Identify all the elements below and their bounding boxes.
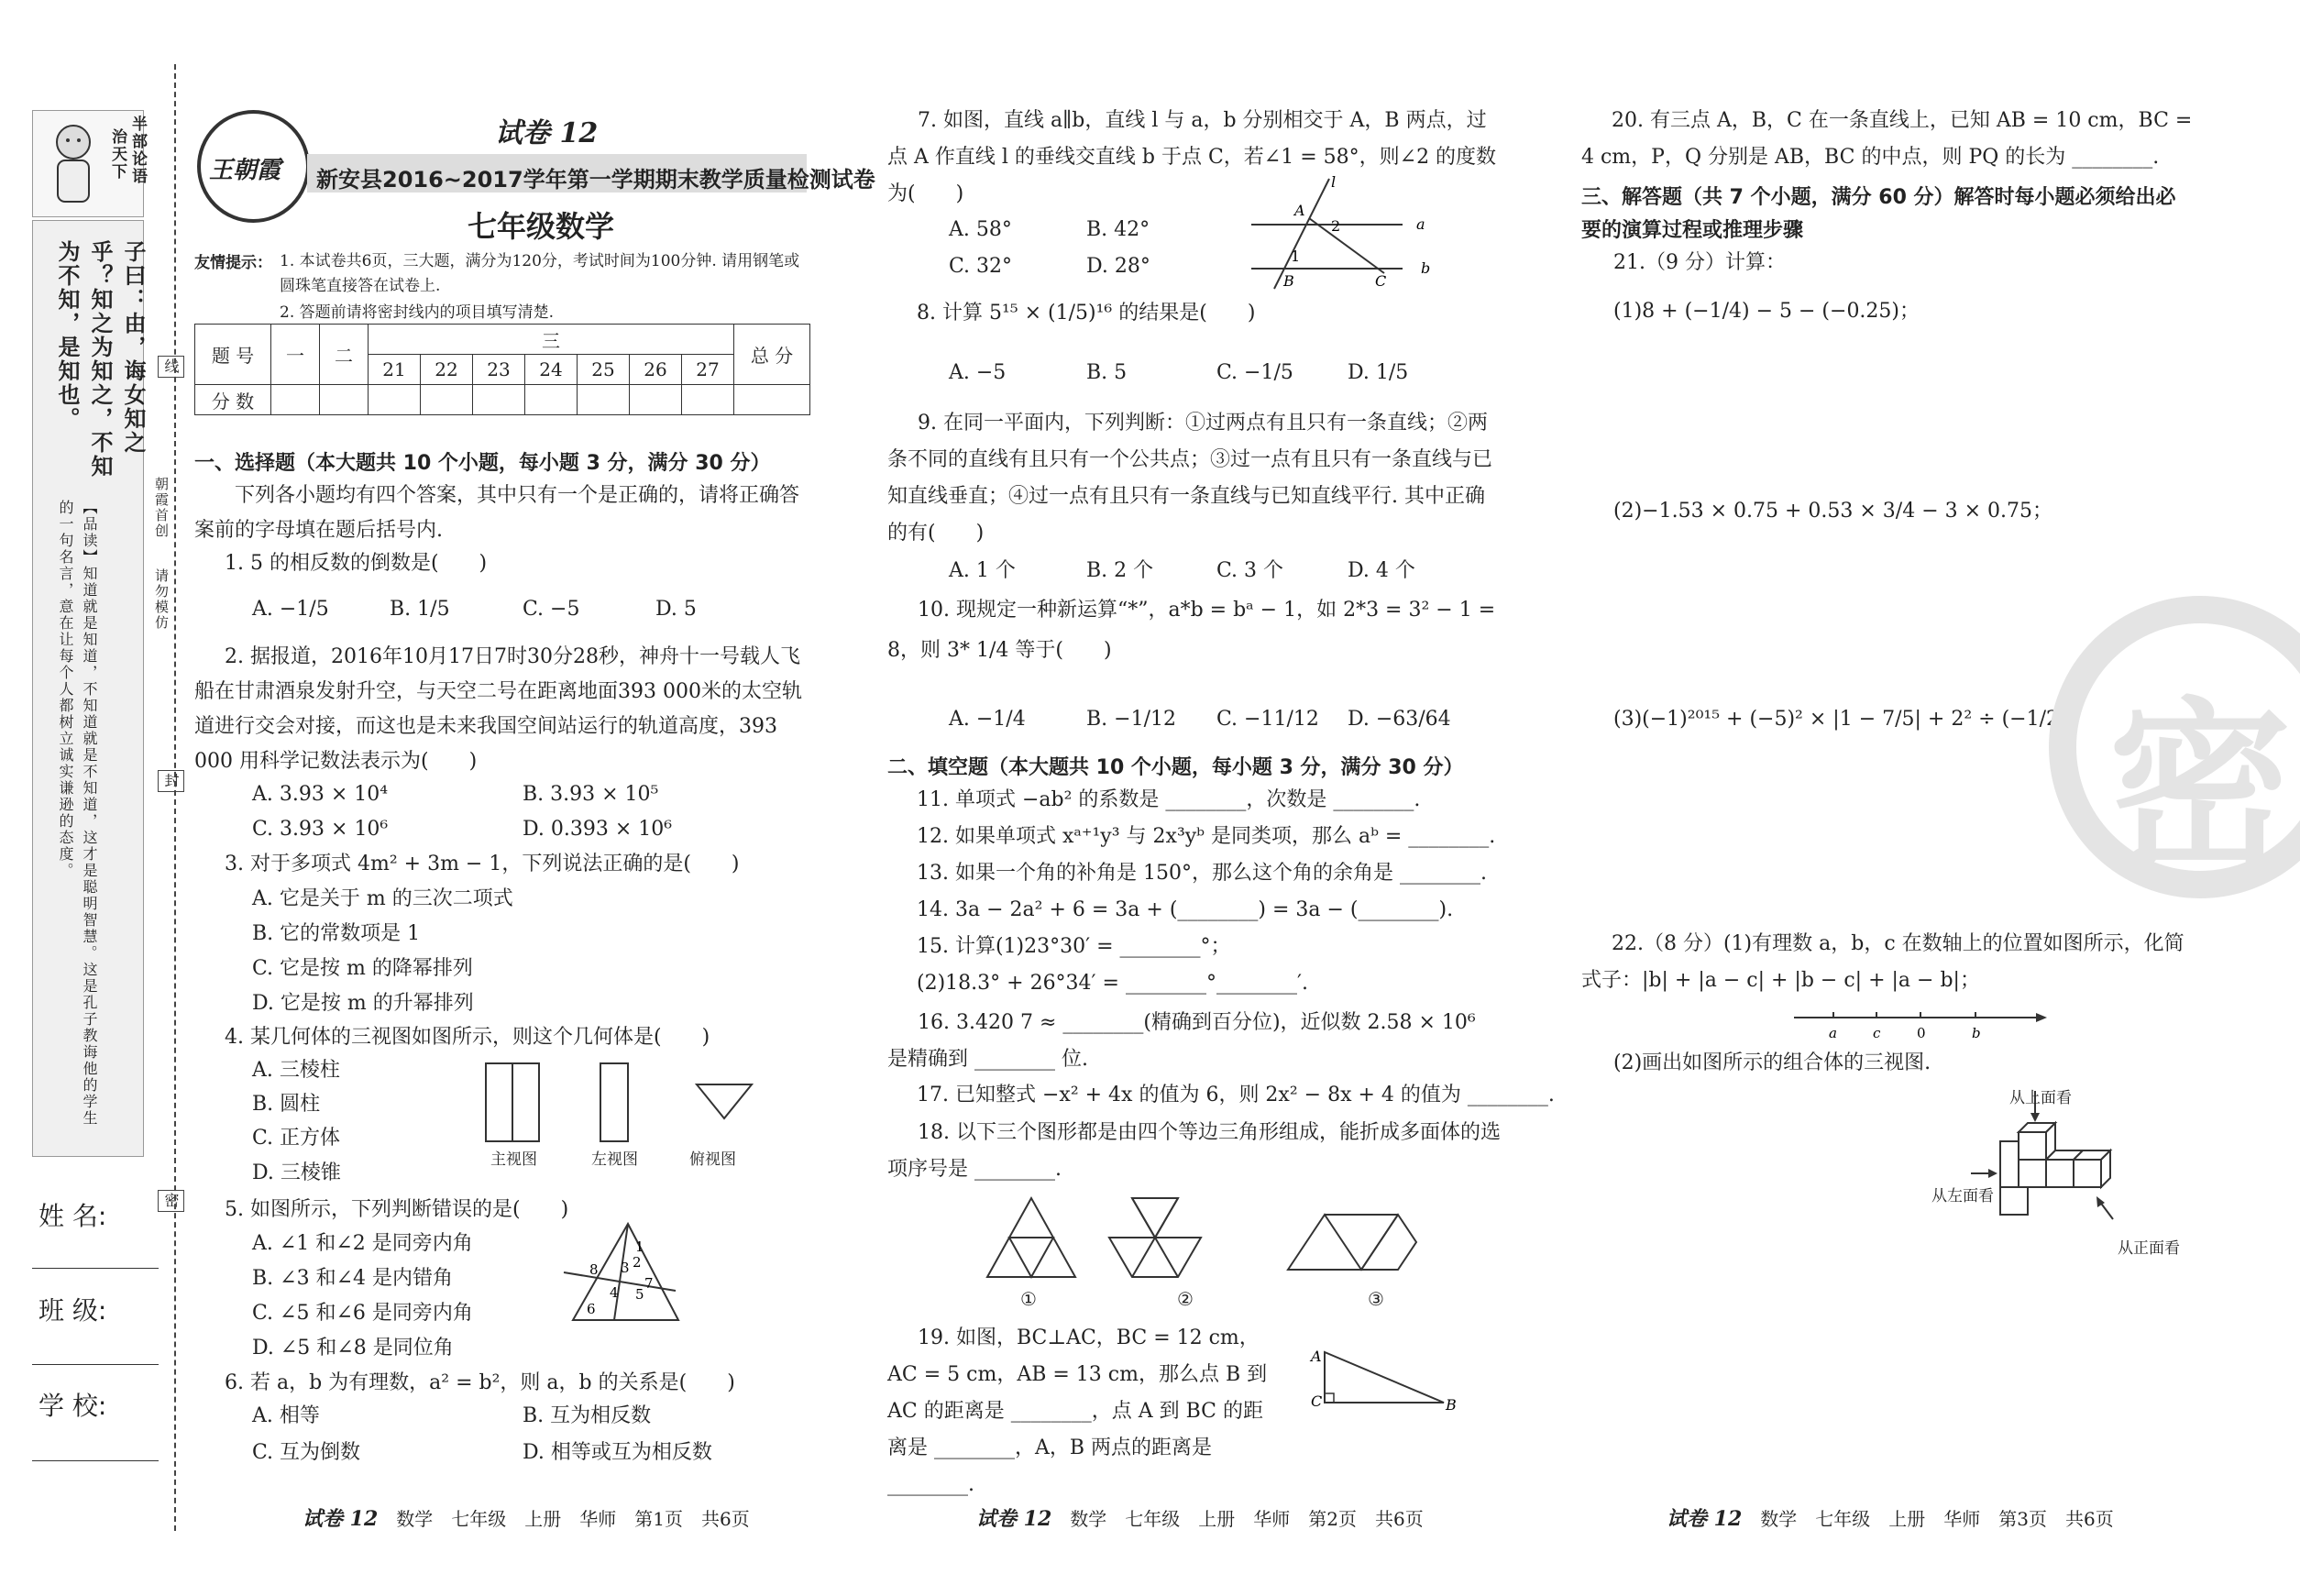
- question-14: 14. 3a − 2a² + 6 = 3a + (________) = 3a − (________).: [917, 898, 1454, 921]
- score-table-col-3: 三: [369, 325, 734, 355]
- score-table-sub: 23: [473, 355, 525, 385]
- q22-view-left: 从左面看: [1931, 1187, 1994, 1205]
- q5-label: 2: [633, 1254, 642, 1271]
- q5-option-b: B. ∠3 和∠4 是内错角: [252, 1267, 454, 1290]
- q3-option-b: B. 它的常数项是 1: [252, 922, 421, 945]
- q6-option-b: B. 互为相反数: [523, 1404, 652, 1427]
- score-table-row2-label: 分 数: [195, 385, 271, 415]
- name-label: 姓 名:: [39, 1201, 107, 1231]
- q7-option-c: C. 32°: [949, 255, 1013, 278]
- question-9: 9. 在同一平面内，下列判断：①过两点有且只有一条直线；②两条不同的直线有且只有一个公共点；③过一点有且只有一条直线与已知直线垂直；④过一点有且只有一条直线与已知直线平行. 其中正确的有( ): [887, 412, 1493, 545]
- question-22: 22.（8 分）(1)有理数 a，b，c 在数轴上的位置如图所示，化简式子：|b| + |a − c| + |b − c| + |a − b|；: [1581, 932, 2184, 992]
- score-cell[interactable]: [525, 385, 578, 415]
- school-label: 学 校:: [39, 1391, 107, 1421]
- q9-option-d: D. 4 个: [1348, 559, 1415, 582]
- binding-mark-feng: 封: [158, 770, 184, 792]
- q4-view-front: 主视图: [490, 1150, 537, 1169]
- q7-label: l: [1331, 173, 1337, 191]
- score-cell[interactable]: [578, 385, 630, 415]
- q8-option-c: C. −1/5: [1216, 361, 1293, 384]
- q22-view-front: 从正面看: [2118, 1239, 2180, 1258]
- q2-option-c: C. 3.93 × 10⁶: [252, 818, 389, 841]
- sidebar-quote: 子曰：由，诲女知之乎？知之为知之，不知为不知，是知也。: [54, 240, 146, 479]
- question-21-2: (2)−1.53 × 0.75 + 0.53 × 3/4 − 3 × 0.75；: [1613, 500, 2053, 523]
- section-3-title: 三、解答题（共 7 个小题，满分 60 分）解答时每小题必须给出必要的演算过程或推理步骤: [1581, 186, 2176, 242]
- q9-option-a: A. 1 个: [949, 559, 1016, 582]
- q7-label: B: [1283, 272, 1294, 290]
- footer-paper-no: 试卷 12: [303, 1507, 379, 1531]
- sidebar-notice-2: 请勿模仿: [153, 568, 170, 631]
- binding-mark-xian: 线: [158, 356, 184, 378]
- question-13: 13. 如果一个角的补角是 150°，那么这个角的余角是 ________.: [917, 862, 1487, 885]
- exam-title: 新安县2016~2017学年第一学期期末教学质量检测试卷: [316, 167, 875, 193]
- sidebar-figure-icon: [41, 119, 105, 206]
- q7-label: 1: [1291, 248, 1301, 265]
- q5-label: 4: [610, 1284, 619, 1301]
- q7-label: C: [1375, 272, 1387, 290]
- q1-option-d: D. 5: [655, 598, 697, 621]
- score-table-col-2: 二: [320, 325, 369, 385]
- q1-option-a: A. −1/5: [252, 598, 329, 621]
- q8-option-a: A. −5: [949, 361, 1007, 384]
- q22-view-top: 从上面看: [2009, 1089, 2072, 1107]
- q5-label: 6: [587, 1301, 596, 1317]
- q5-triangle-figure: [564, 1219, 683, 1325]
- q22-solid-figure: [1998, 1100, 2182, 1238]
- q1-option-b: B. 1/5: [390, 598, 450, 621]
- q18-triangle-nets-figure: [985, 1196, 1425, 1288]
- tip-1: 1. 本试卷共6页，三大题，满分为120分，考试时间为100分钟. 请用钢笔或圆珠笔直接答在试卷上.: [280, 252, 800, 295]
- q3-option-d: D. 它是按 m 的升幂排列: [252, 992, 474, 1015]
- q6-option-c: C. 互为倒数: [252, 1441, 361, 1464]
- sidebar-mini-title-1: 半部论语: [128, 116, 147, 185]
- tip-2: 2. 答题前请将密封线内的项目填写清楚.: [280, 303, 555, 322]
- question-16: 16. 3.420 7 ≈ ________(精确到百分位)，近似数 2.58 × 10⁶ 是精确到 ________ 位.: [887, 1011, 1476, 1071]
- q7-label: 2: [1331, 217, 1341, 235]
- class-label: 班 级:: [39, 1295, 107, 1326]
- school-field[interactable]: [32, 1460, 159, 1461]
- question-21: 21.（9 分）计算：: [1613, 251, 1786, 274]
- question-7: 7. 如图，直线 a∥b，直线 l 与 a，b 分别相交于 A，B 两点，过点 A 作直线 l 的垂线交直线 b 于点 C，若∠1 = 58°，则∠2 的度数为( ): [887, 109, 1497, 205]
- score-table-sub: 25: [578, 355, 630, 385]
- score-table-header-label: 题 号: [195, 325, 271, 385]
- question-20: 20. 有三点 A，B，C 在一条直线上，已知 AB = 10 cm，BC = 4 cm，P，Q 分别是 AB，BC 的中点，则 PQ 的长为 ________.: [1581, 109, 2193, 169]
- question-11: 11. 单项式 −ab² 的系数是 ________，次数是 ________.: [917, 788, 1421, 811]
- binding-line: [174, 64, 176, 1531]
- q6-option-a: A. 相等: [252, 1404, 320, 1427]
- q22-axis-label: a: [1829, 1025, 1837, 1041]
- q22-axis-label: c: [1873, 1025, 1881, 1041]
- score-cell[interactable]: [682, 385, 734, 415]
- q19-label: A: [1311, 1348, 1322, 1365]
- score-table-col-1: 一: [271, 325, 320, 385]
- q10-option-c: C. −11/12: [1216, 708, 1319, 731]
- footer-paper-no: 试卷 12: [976, 1507, 1052, 1531]
- sidebar-notice-1: 朝霞首创: [153, 477, 170, 539]
- q5-label: 5: [635, 1286, 644, 1303]
- q18-label-3: ③: [1368, 1288, 1384, 1310]
- score-cell[interactable]: [473, 385, 525, 415]
- class-field[interactable]: [32, 1364, 159, 1365]
- score-table-total: 总 分: [734, 325, 810, 385]
- footer-info: 数学 七年级 上册 华师 第3页 共6页: [1760, 1508, 2114, 1530]
- q4-option-a: A. 三棱柱: [252, 1059, 340, 1082]
- q4-view-top: 俯视图: [689, 1150, 736, 1169]
- q6-option-d: D. 相等或互为相反数: [523, 1441, 712, 1464]
- q8-option-d: D. 1/5: [1348, 361, 1409, 384]
- q10-option-a: A. −1/4: [949, 708, 1026, 731]
- binding-mark-mi: 密: [158, 1190, 184, 1212]
- q7-label: A: [1294, 202, 1305, 219]
- question-3: 3. 对于多项式 4m² + 3m − 1，下列说法正确的是( ): [225, 853, 740, 875]
- question-2: 2. 据报道，2016年10月17日7时30分28秒，神舟十一号载人飞船在甘肃酒泉发射升空，与天空二号在距离地面393 000米的太空轨道进行交会对接，而这也是未来我国空间站运行的轨道高度，393 000 用科学记数法表示为( ): [194, 645, 802, 773]
- q2-option-b: B. 3.93 × 10⁵: [523, 783, 659, 806]
- question-19: 19. 如图，BC⊥AC，BC = 12 cm，AC = 5 cm，AB = 13 cm，那么点 B 到 AC 的距离是 ________，点 A 到 BC 的距离是 ________，A，B 两点的距离是 ________.: [887, 1326, 1268, 1496]
- q3-option-c: C. 它是按 m 的降幂排列: [252, 957, 473, 980]
- question-6: 6. 若 a，b 为有理数，a² = b²，则 a，b 的关系是( ): [225, 1371, 735, 1394]
- q7-label: a: [1416, 215, 1425, 233]
- q22-number-line-figure: [1792, 1007, 2049, 1043]
- sidebar-mini-title-2: 治天下: [108, 128, 127, 181]
- question-22-2: (2)画出如图所示的组合体的三视图.: [1613, 1051, 1931, 1074]
- question-10: 10. 现规定一种新运算“*”，a*b = bᵃ − 1，如 2*3 = 3² − 1 = 8，则 3* 1/4 等于( ): [887, 599, 1496, 662]
- q4-view-left: 左视图: [591, 1150, 638, 1169]
- q9-option-c: C. 3 个: [1216, 559, 1284, 582]
- q7-option-d: D. 28°: [1086, 255, 1150, 278]
- page-2-footer: [976, 1503, 1424, 1532]
- question-21-3: (3)(−1)²⁰¹⁵ + (−5)² × |1 − 7/5| + 2² ÷ (−1/2).: [1613, 708, 2074, 731]
- q5-label: 3: [621, 1260, 630, 1276]
- q2-option-a: A. 3.93 × 10⁴: [252, 783, 389, 806]
- tips-label: 友情提示：: [194, 254, 272, 272]
- question-21-1: (1)8 + (−1/4) − 5 − (−0.25)；: [1613, 300, 1920, 323]
- score-table: [194, 324, 810, 415]
- score-cell[interactable]: [320, 385, 369, 415]
- q10-option-b: B. −1/12: [1086, 708, 1176, 731]
- page-3-footer: [1667, 1503, 2114, 1532]
- q5-option-c: C. ∠5 和∠6 是同旁内角: [252, 1302, 473, 1325]
- score-table-sub: 22: [421, 355, 473, 385]
- question-12: 12. 如果单项式 xᵃ⁺¹y³ 与 2x³yᵇ 是同类项，那么 aᵇ = ________.: [917, 825, 1496, 848]
- q7-option-b: B. 42°: [1086, 218, 1150, 241]
- question-15b: (2)18.3° + 26°34′ = ________°________′.: [917, 972, 1308, 995]
- question-5: 5. 如图所示，下列判断错误的是( ): [225, 1198, 569, 1221]
- sidebar-reading: 【品读】知道就是知道，不知道就是不知道，这才是聪明智慧。这是孔子教诲他的学生的一句名言，意在让每个人都树立诚实谦逊的态度。: [57, 500, 98, 1127]
- subject-title: 七年级数学: [468, 209, 615, 244]
- q22-axis-label: b: [1972, 1025, 1981, 1041]
- q18-label-1: ①: [1020, 1288, 1037, 1310]
- q4-option-b: B. 圆柱: [252, 1093, 321, 1116]
- q22-axis-label: 0: [1917, 1025, 1926, 1041]
- q9-option-b: B. 2 个: [1086, 559, 1154, 582]
- question-8: 8. 计算 5¹⁵ × (1/5)¹⁶ 的结果是( ): [917, 302, 1256, 325]
- section-1-intro: 下列各小题均有四个答案，其中只有一个是正确的，请将正确答案前的字母填在题后括号内.: [194, 484, 800, 542]
- q18-label-2: ②: [1177, 1288, 1194, 1310]
- name-field[interactable]: [32, 1268, 159, 1269]
- score-table-sub: 24: [525, 355, 578, 385]
- q7-option-a: A. 58°: [949, 218, 1012, 241]
- q19-label: B: [1446, 1396, 1457, 1414]
- footer-info: 数学 七年级 上册 华师 第1页 共6页: [396, 1508, 750, 1530]
- question-15: 15. 计算(1)23°30′ = ________°；: [917, 935, 1231, 958]
- q1-option-c: C. −5: [523, 598, 580, 621]
- score-cell[interactable]: [734, 385, 810, 415]
- score-table-sub: 26: [630, 355, 682, 385]
- q7-parallel-lines-figure: [1247, 174, 1448, 293]
- brand-logo-text: 王朝霞: [209, 157, 281, 184]
- q19-right-triangle-figure: [1306, 1348, 1462, 1412]
- page-1-footer: [303, 1503, 750, 1532]
- score-table-sub: 27: [682, 355, 734, 385]
- section-1-title: 一、选择题（本大题共 10 个小题，每小题 3 分，满分 30 分）: [194, 452, 771, 475]
- question-18: 18. 以下三个图形都是由四个等边三角形组成，能折成多面体的选项序号是 ________.: [887, 1121, 1501, 1181]
- q5-label: 8: [589, 1261, 599, 1278]
- q4-option-d: D. 三棱锥: [252, 1161, 341, 1184]
- section-2-title: 二、填空题（本大题共 10 个小题，每小题 3 分，满分 30 分）: [887, 756, 1464, 779]
- score-cell[interactable]: [630, 385, 682, 415]
- question-17: 17. 已知整式 −x² + 4x 的值为 6，则 2x² − 8x + 4 的值为 ________.: [917, 1084, 1555, 1106]
- question-1: 1. 5 的相反数的倒数是( ): [225, 552, 488, 575]
- score-cell[interactable]: [369, 385, 421, 415]
- paper-number: 试卷 12: [495, 117, 599, 149]
- q4-option-c: C. 正方体: [252, 1127, 341, 1150]
- q5-label: 7: [644, 1275, 654, 1292]
- score-table-sub: 21: [369, 355, 421, 385]
- q5-option-d: D. ∠5 和∠8 是同位角: [252, 1337, 454, 1359]
- q5-label: 1: [635, 1238, 644, 1255]
- q19-label: C: [1311, 1392, 1323, 1410]
- watermark-seal-glyph: 密: [2108, 682, 2293, 896]
- score-cell[interactable]: [271, 385, 320, 415]
- footer-paper-no: 试卷 12: [1667, 1507, 1743, 1531]
- footer-info: 数学 七年级 上册 华师 第2页 共6页: [1070, 1508, 1424, 1530]
- question-4: 4. 某几何体的三视图如图所示，则这个几何体是( ): [225, 1026, 710, 1049]
- score-cell[interactable]: [421, 385, 473, 415]
- q10-option-d: D. −63/64: [1348, 708, 1451, 731]
- q7-label: b: [1421, 259, 1431, 277]
- q3-option-a: A. 它是关于 m 的三次二项式: [252, 887, 513, 910]
- q5-option-a: A. ∠1 和∠2 是同旁内角: [252, 1232, 473, 1255]
- q2-option-d: D. 0.393 × 10⁶: [523, 818, 673, 841]
- q8-option-b: B. 5: [1086, 361, 1128, 384]
